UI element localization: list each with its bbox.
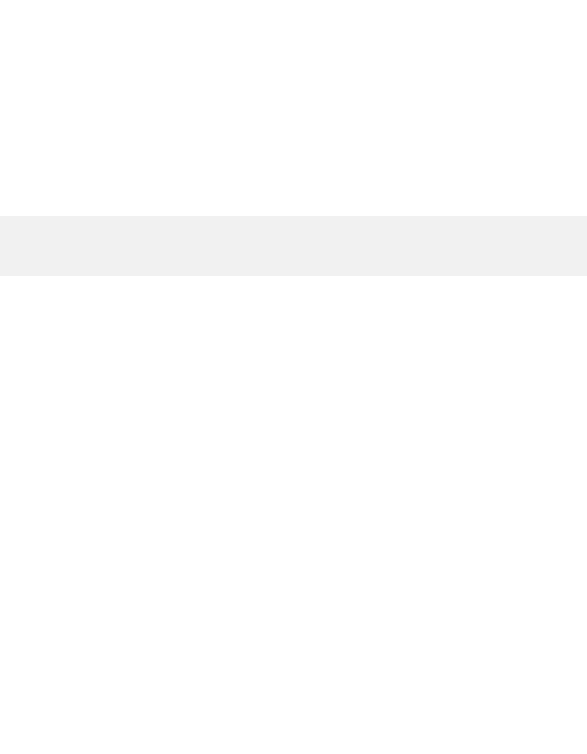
page-bottom: [0, 276, 587, 754]
page-top: [0, 0, 587, 216]
page-gap: [0, 216, 587, 276]
